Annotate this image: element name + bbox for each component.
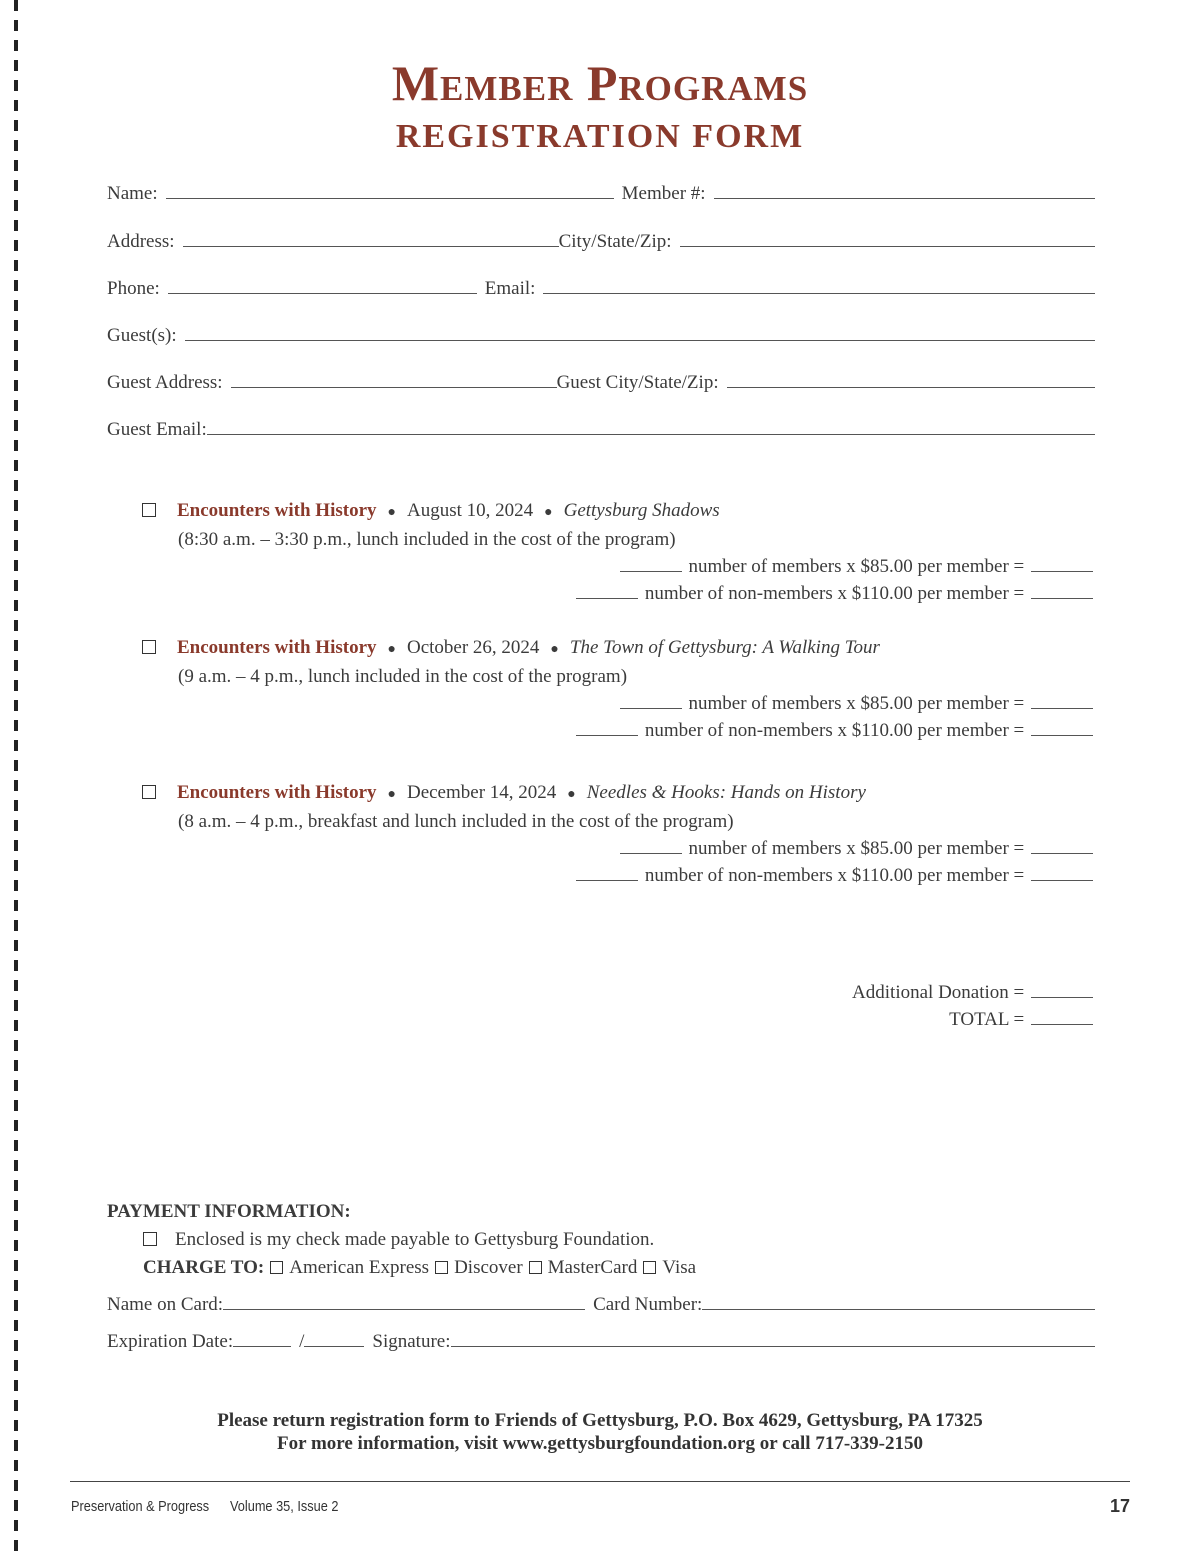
name-field[interactable]	[166, 181, 614, 199]
guest-address-field[interactable]	[231, 370, 557, 388]
program-title: Needles & Hooks: Hands on History	[586, 782, 866, 803]
total-label: TOTAL =	[949, 1009, 1025, 1030]
bullet-icon: ●	[550, 642, 559, 657]
program-3-checkbox[interactable]	[142, 785, 156, 799]
expiration-month-field[interactable]	[233, 1329, 291, 1347]
member-calc-line	[142, 553, 1095, 580]
check-checkbox[interactable]	[143, 1232, 157, 1246]
page-subtitle: REGISTRATION FORM	[395, 118, 805, 155]
phone-row	[107, 276, 1095, 301]
return-info	[0, 1409, 1200, 1455]
expiration-row	[107, 1329, 1095, 1354]
nonmember-calc-line	[142, 580, 1095, 607]
more-info: For more information, visit www.gettysburgfoundation.org or call 717-339-2150	[277, 1433, 923, 1454]
expiration-label: Expiration Date:	[107, 1331, 234, 1352]
guests-field[interactable]	[185, 323, 1095, 341]
name-on-card-field[interactable]	[223, 1292, 585, 1310]
guest-email-row	[107, 417, 1095, 442]
bullet-icon: ●	[387, 787, 396, 802]
member-number-field[interactable]	[714, 181, 1095, 199]
city-state-zip-label: City/State/Zip:	[558, 231, 672, 252]
charge-line	[107, 1254, 1095, 1282]
signature-label: Signature:	[372, 1331, 451, 1352]
guests-label: Guest(s):	[107, 325, 177, 346]
name-label: Name:	[107, 183, 158, 204]
amex-checkbox[interactable]	[270, 1261, 283, 1274]
discover-checkbox[interactable]	[435, 1261, 448, 1274]
program-title: The Town of Gettysburg: A Walking Tour	[569, 637, 880, 658]
page-number: 17	[1109, 1496, 1130, 1516]
nonmember-count-field[interactable]	[576, 718, 638, 736]
member-calc-line	[142, 835, 1095, 862]
discover-label: Discover	[454, 1257, 523, 1278]
mastercard-label: MasterCard	[547, 1257, 638, 1278]
check-text: Enclosed is my check made payable to Gettysburg Foundation.	[175, 1229, 655, 1250]
member-calc-text: number of members x $85.00 per member =	[688, 556, 1025, 577]
program-2-checkbox[interactable]	[142, 640, 156, 654]
visa-label: Visa	[662, 1257, 697, 1278]
name-on-card-label: Name on Card:	[107, 1294, 224, 1315]
nonmember-count-field[interactable]	[576, 581, 638, 599]
guest-email-field[interactable]	[207, 417, 1095, 435]
footer-divider	[70, 1481, 1130, 1482]
nonmember-calc-text: number of non-members x $110.00 per member =	[644, 583, 1025, 604]
program-date: December 14, 2024	[406, 782, 557, 803]
member-number-label: Member #:	[621, 183, 706, 204]
program-1	[142, 497, 1095, 607]
guest-city-state-zip-label: Guest City/State/Zip:	[556, 372, 719, 393]
card-row	[107, 1292, 1095, 1317]
signature-field[interactable]	[451, 1329, 1096, 1347]
guest-address-label: Guest Address:	[107, 372, 223, 393]
total-field[interactable]	[1031, 1007, 1093, 1025]
mastercard-checkbox[interactable]	[529, 1261, 542, 1274]
return-address: Please return registration form to Friends of Gettysburg, P.O. Box 4629, Gettysburg, PA 17325	[217, 1410, 983, 1431]
phone-label: Phone:	[107, 278, 160, 299]
total-line	[700, 1006, 1095, 1033]
member-count-field[interactable]	[620, 836, 682, 854]
nonmember-calc-line	[142, 717, 1095, 744]
address-field[interactable]	[183, 229, 559, 247]
address-label: Address:	[107, 231, 175, 252]
volume-issue: Volume 35, Issue 2	[230, 1498, 339, 1515]
program-details: (8:30 a.m. – 3:30 p.m., lunch included in the cost of the program)	[178, 529, 676, 550]
member-subtotal-field[interactable]	[1031, 554, 1093, 572]
expiration-slash: /	[299, 1331, 305, 1352]
member-count-field[interactable]	[620, 691, 682, 709]
city-state-zip-field[interactable]	[680, 229, 1095, 247]
expiration-year-field[interactable]	[304, 1329, 364, 1347]
program-title: Gettysburg Shadows	[563, 500, 720, 521]
bullet-icon: ●	[567, 787, 576, 802]
cut-line	[14, 0, 18, 1553]
guest-address-row	[107, 370, 1095, 395]
nonmember-calc-line	[142, 862, 1095, 889]
email-field[interactable]	[543, 276, 1095, 294]
nonmember-calc-text: number of non-members x $110.00 per member =	[644, 720, 1025, 741]
program-2	[142, 634, 1095, 744]
publication-name: Preservation & Progress	[71, 1498, 210, 1515]
nonmember-subtotal-field[interactable]	[1031, 581, 1093, 599]
nonmember-calc-text: number of non-members x $110.00 per member =	[644, 865, 1025, 886]
member-subtotal-field[interactable]	[1031, 691, 1093, 709]
donation-label: Additional Donation =	[852, 982, 1025, 1003]
member-subtotal-field[interactable]	[1031, 836, 1093, 854]
address-row	[107, 229, 1095, 254]
program-details: (8 a.m. – 4 p.m., breakfast and lunch included in the cost of the program)	[178, 811, 734, 832]
payment-section	[107, 1198, 1095, 1282]
card-number-label: Card Number:	[593, 1294, 703, 1315]
bullet-icon: ●	[544, 505, 553, 520]
member-calc-text: number of members x $85.00 per member =	[688, 693, 1025, 714]
phone-field[interactable]	[168, 276, 477, 294]
program-details: (9 a.m. – 4 p.m., lunch included in the cost of the program)	[178, 666, 628, 687]
visa-checkbox[interactable]	[643, 1261, 656, 1274]
guest-email-label: Guest Email:	[107, 419, 207, 440]
donation-line	[700, 979, 1095, 1006]
guests-row	[107, 323, 1095, 348]
page-title: Member Programs	[391, 55, 809, 111]
name-row	[107, 181, 1095, 206]
nonmember-count-field[interactable]	[576, 863, 638, 881]
charge-to-label: CHARGE TO:	[143, 1257, 265, 1278]
email-label: Email:	[484, 278, 536, 299]
nonmember-subtotal-field[interactable]	[1031, 718, 1093, 736]
member-calc-text: number of members x $85.00 per member =	[688, 838, 1025, 859]
bullet-icon: ●	[387, 642, 396, 657]
program-1-checkbox[interactable]	[142, 503, 156, 517]
program-date: October 26, 2024	[406, 637, 540, 658]
amex-label: American Express	[289, 1257, 430, 1278]
donation-field[interactable]	[1031, 980, 1093, 998]
member-count-field[interactable]	[620, 554, 682, 572]
program-date: August 10, 2024	[406, 500, 534, 521]
program-series: Encounters with History	[177, 782, 377, 803]
payment-heading: PAYMENT INFORMATION:	[107, 1201, 351, 1222]
totals-section	[700, 979, 1095, 1033]
guest-city-state-zip-field[interactable]	[727, 370, 1095, 388]
program-3	[142, 779, 1095, 889]
check-line	[107, 1226, 1095, 1254]
member-calc-line	[142, 690, 1095, 717]
bullet-icon: ●	[387, 505, 396, 520]
nonmember-subtotal-field[interactable]	[1031, 863, 1093, 881]
program-series: Encounters with History	[177, 500, 377, 521]
card-number-field[interactable]	[702, 1292, 1095, 1310]
program-series: Encounters with History	[177, 637, 377, 658]
